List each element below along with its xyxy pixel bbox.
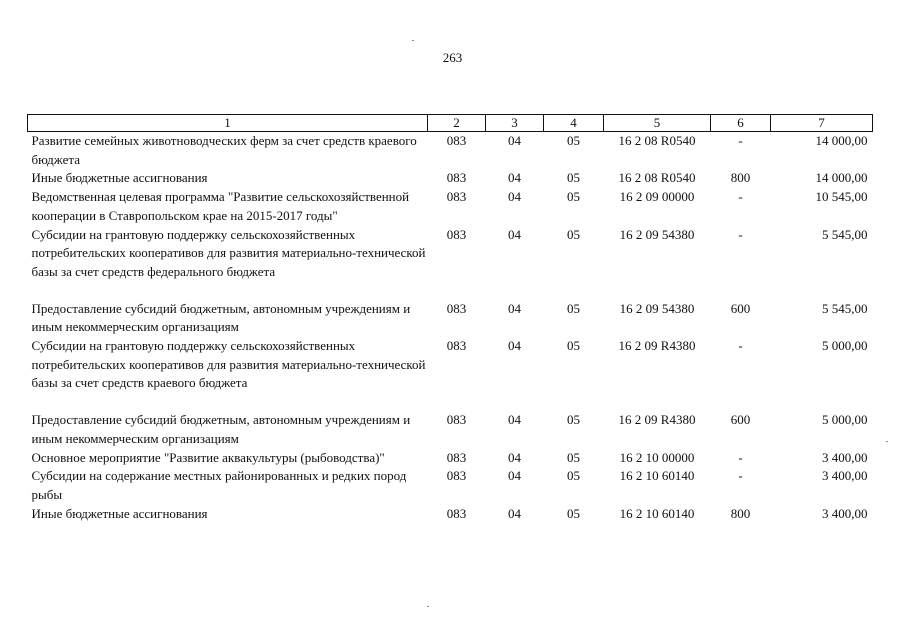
row-section-code: 04 xyxy=(508,449,521,465)
row-ministry-code: 083 xyxy=(446,412,467,428)
row-section-code: 04 xyxy=(508,505,521,521)
row-expense-type: - xyxy=(738,468,743,484)
row-target-code: 16 2 08 R0540 xyxy=(618,133,696,148)
row-section-code: 04 xyxy=(508,468,521,484)
row-amount: 3 400,00 xyxy=(822,468,868,484)
row-amount: 5 000,00 xyxy=(822,412,868,428)
row-target-code: 16 2 09 00000 xyxy=(619,189,695,205)
row-ministry-code: 083 xyxy=(446,449,467,465)
row-expense-type: - xyxy=(738,449,743,465)
table-row xyxy=(28,449,873,468)
row-target-code: 16 2 09 R4380 xyxy=(618,338,696,354)
row-target-code: 16 2 10 60140 xyxy=(619,468,695,484)
header-cell: 7 xyxy=(771,115,873,132)
header-cell: 4 xyxy=(544,115,604,132)
row-name: Предоставление субсидий бюджетным, автономным учреждениям и иным некоммерческим организациям xyxy=(31,412,411,446)
scan-speck xyxy=(412,40,414,41)
table-row xyxy=(28,505,873,524)
page-number: 263 xyxy=(442,50,463,65)
row-section-code: 04 xyxy=(508,133,521,148)
row-section-code: 04 xyxy=(508,189,521,205)
row-target-code: 16 2 10 60140 xyxy=(619,505,695,521)
row-name: Иные бюджетные ассигнования xyxy=(31,505,208,521)
row-expense-type: - xyxy=(738,189,743,205)
row-ministry-code: 083 xyxy=(446,300,467,316)
row-name: Иные бюджетные ассигнования xyxy=(31,170,208,186)
header-row xyxy=(28,115,873,132)
row-target-code: 16 2 09 R4380 xyxy=(618,412,696,428)
row-subsection-code: 05 xyxy=(567,338,580,354)
row-subsection-code: 05 xyxy=(567,505,580,521)
row-subsection-code: 05 xyxy=(567,170,580,186)
table-row xyxy=(28,169,873,188)
table-row xyxy=(28,188,873,225)
row-ministry-code: 083 xyxy=(446,170,467,186)
table-row xyxy=(28,226,873,300)
row-expense-type: 600 xyxy=(730,300,751,316)
row-amount: 5 000,00 xyxy=(822,338,868,354)
row-ministry-code: 083 xyxy=(446,226,467,242)
row-expense-type: - xyxy=(738,226,743,242)
table-row xyxy=(28,132,873,170)
table-row xyxy=(28,300,873,337)
row-expense-type: - xyxy=(738,338,743,354)
row-ministry-code: 083 xyxy=(446,505,467,521)
row-name: Ведомственная целевая программа "Развитие сельскохозяйственной кооперации в Ставропольском крае на 2015-2017 годы" xyxy=(31,189,410,223)
row-ministry-code: 083 xyxy=(446,133,467,148)
header-cell: 3 xyxy=(486,115,544,132)
row-target-code: 16 2 09 54380 xyxy=(619,226,695,242)
row-expense-type: - xyxy=(738,133,743,148)
row-subsection-code: 05 xyxy=(567,189,580,205)
row-name: Субсидии на грантовую поддержку сельскохозяйственных потребительских кооперативов для развития материально-технической базы за счет средств федерального бюджета xyxy=(31,226,426,279)
row-ministry-code: 083 xyxy=(446,468,467,484)
row-target-code: 16 2 09 54380 xyxy=(619,300,695,316)
row-section-code: 04 xyxy=(508,300,521,316)
row-amount: 3 400,00 xyxy=(822,449,868,465)
row-amount: 14 000,00 xyxy=(815,170,868,186)
row-section-code: 04 xyxy=(508,412,521,428)
row-ministry-code: 083 xyxy=(446,189,467,205)
row-subsection-code: 05 xyxy=(567,226,580,242)
row-amount: 10 545,00 xyxy=(815,189,868,205)
row-name: Основное мероприятие "Развитие аквакультуры (рыбоводства)" xyxy=(31,449,385,465)
row-section-code: 04 xyxy=(508,338,521,354)
row-name: Субсидии на грантовую поддержку сельскохозяйственных потребительских кооперативов для развития материально-технической базы за счет средств краевого бюджета xyxy=(31,338,426,391)
table-row xyxy=(28,467,873,504)
scan-speck xyxy=(427,606,429,607)
row-name: Субсидии на содержание местных районированных и редких пород рыбы xyxy=(31,468,407,502)
row-target-code: 16 2 08 R0540 xyxy=(618,170,696,186)
row-amount: 14 000,00 xyxy=(815,133,868,148)
header-cell: 6 xyxy=(711,115,771,132)
row-name: Развитие семейных животноводческих ферм за счет средств краевого бюджета xyxy=(31,133,417,167)
row-amount: 5 545,00 xyxy=(822,226,868,242)
budget-table xyxy=(27,114,873,523)
row-expense-type: 800 xyxy=(730,170,751,186)
row-expense-type: 600 xyxy=(730,412,751,428)
table-row xyxy=(28,411,873,448)
row-target-code: 16 2 10 00000 xyxy=(619,449,695,465)
table-row xyxy=(28,337,873,411)
header-cell: 2 xyxy=(428,115,486,132)
row-section-code: 04 xyxy=(508,226,521,242)
row-subsection-code: 05 xyxy=(567,412,580,428)
header-cell: 5 xyxy=(604,115,711,132)
header-cell: 1 xyxy=(28,115,428,132)
row-section-code: 04 xyxy=(508,170,521,186)
row-subsection-code: 05 xyxy=(567,449,580,465)
row-subsection-code: 05 xyxy=(567,468,580,484)
row-name: Предоставление субсидий бюджетным, автономным учреждениям и иным некоммерческим организациям xyxy=(31,300,411,335)
row-subsection-code: 05 xyxy=(567,300,580,316)
row-amount: 5 545,00 xyxy=(822,300,868,316)
row-ministry-code: 083 xyxy=(446,338,467,354)
row-subsection-code: 05 xyxy=(567,133,580,148)
row-amount: 3 400,00 xyxy=(822,505,868,521)
scan-speck xyxy=(886,441,888,442)
row-expense-type: 800 xyxy=(730,505,751,521)
